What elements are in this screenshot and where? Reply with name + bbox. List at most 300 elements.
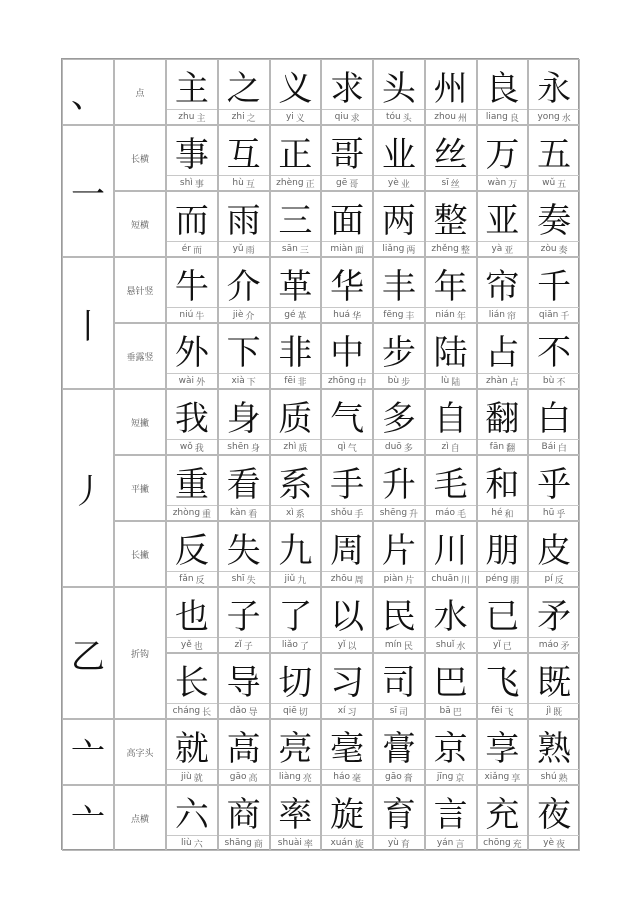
- pinyin-character: 陆: [451, 377, 461, 388]
- pinyin-text: bā: [439, 706, 451, 716]
- char-cell: [166, 653, 218, 719]
- pinyin-character: 三: [299, 245, 309, 256]
- pinyin-caption: [478, 571, 528, 586]
- practice-character: 中: [330, 332, 365, 373]
- char-cell: [270, 257, 322, 323]
- pinyin-character: 升: [409, 509, 419, 520]
- pinyin-text: yè: [543, 838, 555, 848]
- pinyin-text: fēi: [491, 706, 503, 716]
- pinyin-caption: [322, 175, 372, 190]
- practice-character: 革: [278, 266, 313, 307]
- pinyin-caption: [271, 835, 321, 850]
- char-cell: [166, 191, 218, 257]
- pinyin-caption: [167, 373, 217, 388]
- pinyin-character: 头: [402, 113, 412, 124]
- pinyin-caption: [426, 241, 476, 256]
- pinyin-character: 已: [502, 641, 512, 652]
- pinyin-character: 飞: [504, 707, 514, 718]
- pinyin-caption: [529, 109, 579, 124]
- pinyin-character: 毛: [457, 509, 467, 520]
- stroke-type-label: 长撇: [114, 521, 166, 587]
- pinyin-caption: [271, 571, 321, 586]
- pinyin-text: shēn: [227, 442, 249, 452]
- char-cell: [425, 521, 477, 587]
- pinyin-character: 面: [354, 245, 364, 256]
- char-cell: [218, 389, 270, 455]
- pinyin-caption: [529, 373, 579, 388]
- pinyin-character: 长: [202, 707, 212, 718]
- practice-character: 已: [485, 596, 520, 637]
- stroke-symbol: 乙: [62, 587, 114, 719]
- char-cell: [270, 59, 322, 125]
- pinyin-text: zhōu: [330, 574, 353, 584]
- stroke-type-label: 短撇: [114, 389, 166, 455]
- char-cell: [373, 719, 425, 785]
- pinyin-caption: [219, 637, 269, 652]
- practice-character: 两: [381, 200, 416, 241]
- pinyin-text: wàn: [487, 178, 507, 188]
- practice-character: 占: [485, 332, 520, 373]
- pinyin-caption: [426, 109, 476, 124]
- pinyin-text: zhu: [178, 112, 195, 122]
- pinyin-character: 整: [460, 245, 470, 256]
- practice-character: 万: [485, 134, 520, 175]
- char-cell: [270, 125, 322, 191]
- practice-character: 丰: [381, 266, 416, 307]
- pinyin-character: 旋: [354, 839, 364, 850]
- pinyin-text: shǒu: [330, 508, 353, 518]
- char-cell: [321, 455, 373, 521]
- pinyin-text: fān: [489, 442, 505, 452]
- pinyin-caption: [322, 109, 372, 124]
- pinyin-text: háo: [333, 772, 350, 782]
- pinyin-character: 水: [456, 641, 466, 652]
- practice-character: 也: [174, 596, 209, 637]
- pinyin-caption: [219, 505, 269, 520]
- pinyin-text: zhèng: [276, 178, 304, 188]
- pinyin-caption: [478, 637, 528, 652]
- pinyin-character: 占: [509, 377, 519, 388]
- pinyin-caption: [478, 703, 528, 718]
- char-cell: [270, 191, 322, 257]
- pinyin-character: 系: [295, 509, 305, 520]
- char-cell: [321, 323, 373, 389]
- char-cell: [373, 455, 425, 521]
- practice-character: 互: [226, 134, 261, 175]
- pinyin-caption: [529, 769, 579, 784]
- char-cell: [373, 59, 425, 125]
- char-cell: [373, 323, 425, 389]
- char-cell: [270, 323, 322, 389]
- pinyin-character: 片: [405, 575, 415, 586]
- pinyin-text: yǔ: [232, 244, 244, 254]
- pinyin-text: dǎo: [229, 706, 247, 716]
- practice-character: 华: [330, 266, 365, 307]
- char-cell: [166, 257, 218, 323]
- char-cell: [321, 785, 373, 851]
- char-cell: [528, 125, 580, 191]
- pinyin-text: hù: [232, 178, 244, 188]
- practice-character: 高: [226, 728, 261, 769]
- practice-character: 面: [330, 200, 365, 241]
- char-cell: [166, 125, 218, 191]
- pinyin-character: 多: [403, 443, 413, 454]
- pinyin-caption: [271, 241, 321, 256]
- pinyin-text: liǎo: [281, 640, 298, 650]
- practice-character: 切: [278, 662, 313, 703]
- char-cell: [321, 389, 373, 455]
- pinyin-caption: [374, 835, 424, 850]
- pinyin-text: huá: [333, 310, 351, 320]
- pinyin-character: 京: [455, 773, 465, 784]
- practice-character: 身: [226, 398, 261, 439]
- practice-character: 系: [278, 464, 313, 505]
- pinyin-text: Bái: [541, 442, 556, 452]
- stroke-symbol: 亠: [62, 785, 114, 851]
- pinyin-character: 民: [403, 641, 413, 652]
- pinyin-caption: [219, 571, 269, 586]
- pinyin-character: 丝: [450, 179, 460, 190]
- pinyin-character: 白: [557, 443, 567, 454]
- pinyin-character: 州: [457, 113, 467, 124]
- pinyin-character: 之: [246, 113, 256, 124]
- practice-character: 言: [433, 794, 468, 835]
- pinyin-caption: [478, 835, 528, 850]
- practice-character: 既: [537, 662, 572, 703]
- pinyin-text: shēng: [379, 508, 408, 518]
- pinyin-character: 事: [194, 179, 204, 190]
- pinyin-text: sān: [281, 244, 298, 254]
- char-cell: [270, 455, 322, 521]
- pinyin-text: niú: [179, 310, 194, 320]
- pinyin-caption: [529, 175, 579, 190]
- char-cell: [270, 653, 322, 719]
- pinyin-caption: [478, 241, 528, 256]
- char-cell: [425, 785, 477, 851]
- char-cell: [270, 389, 322, 455]
- stroke-symbol: 丨: [62, 257, 114, 389]
- char-cell: [270, 785, 322, 851]
- pinyin-caption: [426, 571, 476, 586]
- pinyin-caption: [219, 373, 269, 388]
- practice-character: 州: [433, 68, 468, 109]
- stroke-type-label: 高字头: [114, 719, 166, 785]
- pinyin-character: 求: [350, 113, 360, 124]
- practice-character: 民: [381, 596, 416, 637]
- practice-character: 导: [226, 662, 261, 703]
- practice-character: 率: [278, 794, 313, 835]
- pinyin-caption: [478, 505, 528, 520]
- char-cell: [425, 389, 477, 455]
- practice-character: 商: [226, 794, 261, 835]
- char-cell: [218, 59, 270, 125]
- practice-character: 看: [226, 464, 261, 505]
- practice-character: 三: [278, 200, 313, 241]
- practice-character: 求: [330, 68, 365, 109]
- pinyin-caption: [219, 439, 269, 454]
- pinyin-character: 华: [352, 311, 362, 322]
- pinyin-text: yong: [537, 112, 560, 122]
- pinyin-character: 水: [561, 113, 571, 124]
- pinyin-character: 良: [509, 113, 519, 124]
- practice-character: 陆: [433, 332, 468, 373]
- char-cell: [477, 389, 529, 455]
- pinyin-caption: [529, 703, 579, 718]
- pinyin-character: 非: [297, 377, 307, 388]
- practice-character: 雨: [226, 200, 261, 241]
- char-cell: [373, 785, 425, 851]
- practice-character: 夜: [537, 794, 572, 835]
- pinyin-text: máo: [435, 508, 456, 518]
- pinyin-text: mín: [384, 640, 402, 650]
- char-cell: [425, 653, 477, 719]
- char-cell: [528, 719, 580, 785]
- pinyin-character: 翻: [506, 443, 516, 454]
- pinyin-character: 了: [299, 641, 309, 652]
- pinyin-character: 亚: [504, 245, 514, 256]
- pinyin-text: xì: [285, 508, 294, 518]
- practice-character: 重: [174, 464, 209, 505]
- practice-character: 气: [330, 398, 365, 439]
- pinyin-character: 看: [248, 509, 258, 520]
- pinyin-caption: [374, 505, 424, 520]
- pinyin-caption: [167, 439, 217, 454]
- pinyin-character: 丰: [405, 311, 415, 322]
- pinyin-caption: [426, 307, 476, 322]
- char-cell: [477, 59, 529, 125]
- pinyin-text: zhou: [434, 112, 456, 122]
- practice-character: 白: [537, 398, 572, 439]
- pinyin-caption: [322, 835, 372, 850]
- pinyin-character: 不: [556, 377, 566, 388]
- pinyin-caption: [167, 109, 217, 124]
- pinyin-text: shú: [540, 772, 557, 782]
- pinyin-caption: [322, 637, 372, 652]
- pinyin-caption: [271, 505, 321, 520]
- pinyin-caption: [167, 637, 217, 652]
- pinyin-text: qiān: [538, 310, 559, 320]
- char-cell: [166, 521, 218, 587]
- practice-character: 翻: [485, 398, 520, 439]
- pinyin-text: péng: [485, 574, 509, 584]
- practice-character: 育: [381, 794, 416, 835]
- pinyin-caption: [322, 769, 372, 784]
- pinyin-text: liàng: [278, 772, 301, 782]
- practice-character: 牛: [174, 266, 209, 307]
- pinyin-character: 我: [194, 443, 204, 454]
- char-cell: [321, 191, 373, 257]
- char-cell: [218, 719, 270, 785]
- practice-character: 之: [226, 68, 261, 109]
- pinyin-text: shì: [179, 178, 193, 188]
- practice-character: 旋: [330, 794, 365, 835]
- pinyin-text: jì: [546, 706, 552, 716]
- pinyin-text: qiē: [282, 706, 297, 716]
- pinyin-character: 万: [508, 179, 518, 190]
- practice-character: 哥: [330, 134, 365, 175]
- practice-character: 九: [278, 530, 313, 571]
- practice-character: 毛: [433, 464, 468, 505]
- pinyin-text: wǒ: [179, 442, 193, 452]
- char-cell: [528, 653, 580, 719]
- pinyin-caption: [322, 703, 372, 718]
- char-cell: [477, 323, 529, 389]
- pinyin-text: pí: [544, 574, 553, 584]
- char-cell: [528, 323, 580, 389]
- pinyin-caption: [322, 241, 372, 256]
- char-cell: [218, 587, 270, 653]
- pinyin-caption: [374, 307, 424, 322]
- pinyin-caption: [426, 505, 476, 520]
- pinyin-text: shuǐ: [435, 640, 455, 650]
- pinyin-text: zhòng: [172, 508, 201, 518]
- practice-character: 帘: [485, 266, 520, 307]
- pinyin-character: 介: [245, 311, 255, 322]
- pinyin-caption: [322, 373, 372, 388]
- pinyin-text: zòu: [540, 244, 557, 254]
- pinyin-text: gē: [335, 178, 348, 188]
- char-cell: [166, 323, 218, 389]
- pinyin-text: yě: [180, 640, 192, 650]
- char-cell: [321, 521, 373, 587]
- char-cell: [425, 59, 477, 125]
- practice-character: 川: [433, 530, 468, 571]
- pinyin-caption: [219, 703, 269, 718]
- pinyin-character: 以: [347, 641, 357, 652]
- pinyin-character: 两: [406, 245, 416, 256]
- char-cell: [270, 587, 322, 653]
- pinyin-text: lù: [441, 376, 450, 386]
- pinyin-caption: [478, 109, 528, 124]
- pinyin-text: zhōng: [327, 376, 356, 386]
- practice-character: 自: [433, 398, 468, 439]
- pinyin-text: cháng: [172, 706, 201, 716]
- pinyin-text: jīng: [436, 772, 454, 782]
- char-cell: [477, 125, 529, 191]
- practice-character: 外: [174, 332, 209, 373]
- practice-character: 熟: [537, 728, 572, 769]
- pinyin-character: 雨: [245, 245, 255, 256]
- char-cell: [425, 323, 477, 389]
- pinyin-character: 充: [512, 839, 522, 850]
- pinyin-caption: [219, 175, 269, 190]
- char-cell: [425, 191, 477, 257]
- char-cell: [425, 125, 477, 191]
- pinyin-text: fǎn: [179, 574, 194, 584]
- pinyin-caption: [322, 439, 372, 454]
- stroke-symbol: 亠: [62, 719, 114, 785]
- pinyin-text: zhěng: [431, 244, 459, 254]
- stroke-type-label: 平撇: [114, 455, 166, 521]
- char-cell: [166, 59, 218, 125]
- char-cell: [373, 653, 425, 719]
- pinyin-caption: [374, 571, 424, 586]
- char-cell: [477, 257, 529, 323]
- char-cell: [373, 389, 425, 455]
- pinyin-caption: [271, 439, 321, 454]
- pinyin-character: 川: [460, 575, 470, 586]
- pinyin-text: piàn: [383, 574, 404, 584]
- pinyin-caption: [271, 307, 321, 322]
- pinyin-character: 自: [450, 443, 460, 454]
- pinyin-text: gāo: [385, 772, 402, 782]
- pinyin-character: 千: [560, 311, 570, 322]
- char-cell: [373, 257, 425, 323]
- pinyin-character: 业: [400, 179, 410, 190]
- pinyin-character: 反: [195, 575, 205, 586]
- char-cell: [425, 719, 477, 785]
- practice-character: 飞: [485, 662, 520, 703]
- pinyin-character: 奏: [558, 245, 568, 256]
- char-cell: [528, 521, 580, 587]
- pinyin-character: 主: [196, 113, 206, 124]
- practice-character: 事: [174, 134, 209, 175]
- pinyin-caption: [478, 769, 528, 784]
- pinyin-character: 牛: [195, 311, 205, 322]
- pinyin-character: 率: [303, 839, 313, 850]
- practice-character: 了: [278, 596, 313, 637]
- pinyin-text: qiu: [334, 112, 349, 122]
- pinyin-character: 九: [297, 575, 307, 586]
- char-cell: [218, 323, 270, 389]
- practice-character: 充: [485, 794, 520, 835]
- pinyin-text: chuān: [431, 574, 459, 584]
- char-cell: [477, 785, 529, 851]
- pinyin-caption: [426, 175, 476, 190]
- char-cell: [166, 785, 218, 851]
- pinyin-character: 育: [400, 839, 410, 850]
- pinyin-character: 六: [193, 839, 203, 850]
- pinyin-character: 质: [298, 443, 308, 454]
- pinyin-character: 亮: [302, 773, 312, 784]
- pinyin-character: 手: [354, 509, 364, 520]
- pinyin-character: 子: [243, 641, 253, 652]
- pinyin-caption: [426, 703, 476, 718]
- pinyin-caption: [167, 307, 217, 322]
- stroke-type-label: 短横: [114, 191, 166, 257]
- char-cell: [373, 521, 425, 587]
- pinyin-character: 身: [250, 443, 260, 454]
- pinyin-text: lián: [488, 310, 505, 320]
- pinyin-caption: [529, 637, 579, 652]
- pinyin-caption: [271, 175, 321, 190]
- pinyin-caption: [219, 835, 269, 850]
- pinyin-caption: [529, 505, 579, 520]
- pinyin-caption: [478, 307, 528, 322]
- char-cell: [321, 587, 373, 653]
- pinyin-text: chōng: [483, 838, 511, 848]
- pinyin-caption: [529, 835, 579, 850]
- pinyin-caption: [271, 373, 321, 388]
- char-cell: [218, 785, 270, 851]
- practice-character: 五: [537, 134, 572, 175]
- practice-character: 丝: [433, 134, 468, 175]
- pinyin-character: 哥: [349, 179, 359, 190]
- pinyin-text: tóu: [385, 112, 401, 122]
- practice-character: 巴: [433, 662, 468, 703]
- pinyin-text: máo: [538, 640, 559, 650]
- stroke-symbol: 一: [62, 125, 114, 257]
- practice-character: 永: [537, 68, 572, 109]
- char-cell: [218, 653, 270, 719]
- pinyin-text: shī: [231, 574, 245, 584]
- char-cell: [477, 719, 529, 785]
- pinyin-text: gāo: [229, 772, 247, 782]
- pinyin-character: 习: [347, 707, 357, 718]
- pinyin-character: 和: [504, 509, 514, 520]
- pinyin-text: zǐ: [234, 640, 242, 650]
- pinyin-text: miàn: [330, 244, 353, 254]
